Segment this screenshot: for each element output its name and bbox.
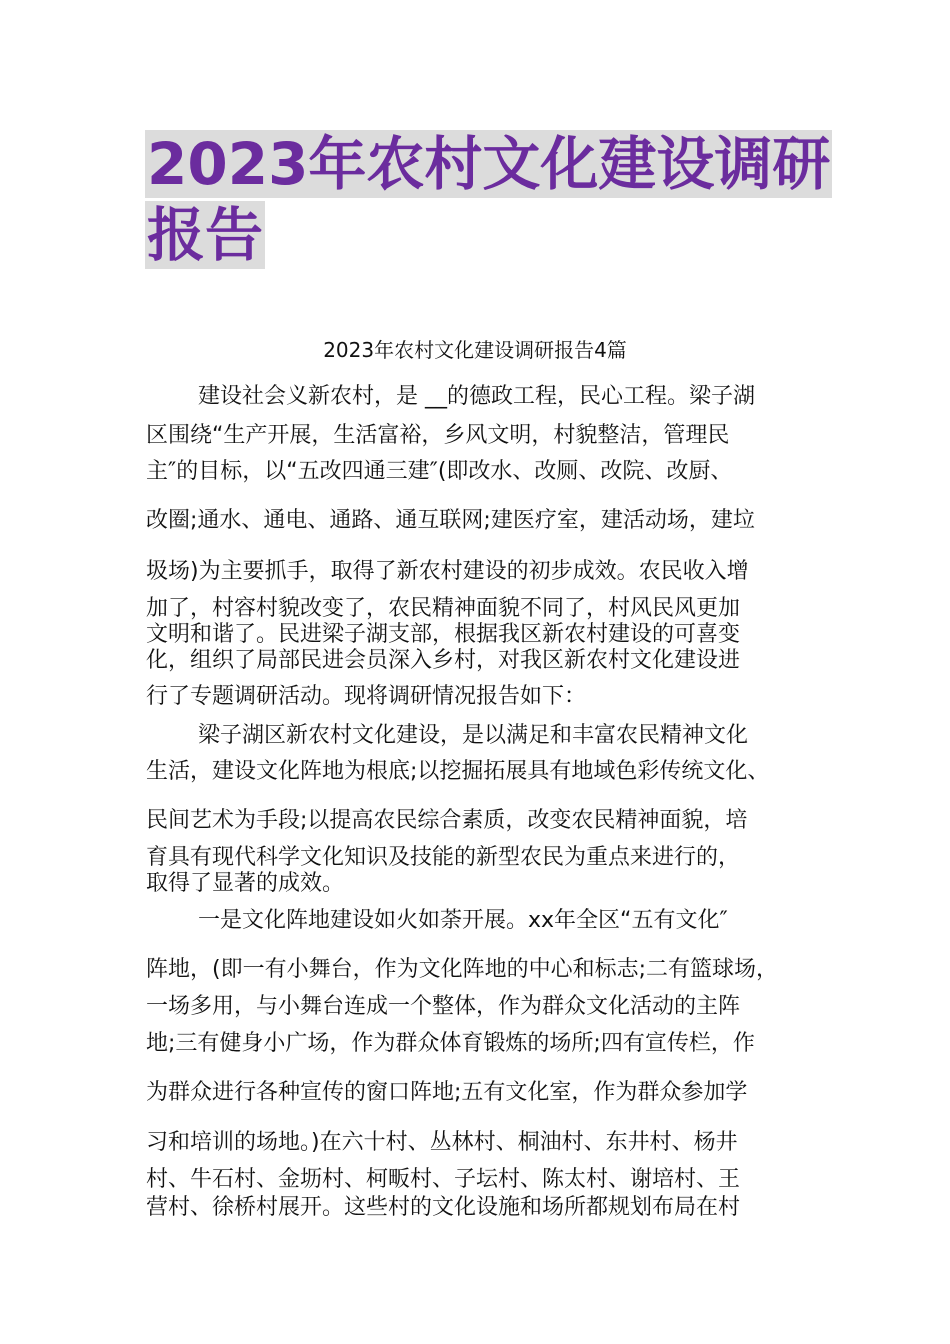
text-line: 育具有现代科学文化知识及技能的新型农民为重点来进行的， xyxy=(146,845,741,870)
text-line: 圾场)为主要抓手，取得了新农村建设的初步成效。农民收入增 xyxy=(146,559,749,584)
title-line-2: 报告 xyxy=(147,201,264,269)
text-line: 一是文化阵地建设如火如荼开展。xx年全区“五有文化″ xyxy=(198,908,728,933)
text-line: 化，组织了局部民进会员深入乡村，对我区新农村文化建设进 xyxy=(146,648,741,673)
text-line: 主″的目标，以“五改四通三建″(即改水、改厕、改院、改厨、 xyxy=(146,459,733,484)
text-line: 民间艺术为手段;以提高农民综合素质，改变农民精神面貌，培 xyxy=(146,808,748,833)
text-line: 区围绕“生产开展，生活富裕，乡风文明，村貌整洁，管理民 xyxy=(146,423,730,448)
title-line-1: 2023年农村文化建设调研 xyxy=(147,130,831,198)
text-line: 建设社会义新农村，是 __的德政工程，民心工程。梁子湖 xyxy=(198,384,755,409)
text-line: 地;三有健身小广场，作为群众体育锻炼的场所;四有宣传栏，作 xyxy=(146,1031,755,1056)
text-line: 为群众进行各种宣传的窗口阵地;五有文化室，作为群众参加学 xyxy=(146,1080,748,1105)
text-line: 改圈;通水、通电、通路、通互联网;建医疗室，建活动场，建垃 xyxy=(146,508,755,533)
document-subtitle: 2023年农村文化建设调研报告4篇 xyxy=(323,338,627,362)
text-line: 生活，建设文化阵地为根底;以挖掘拓展具有地域色彩传统文化、 xyxy=(146,759,770,784)
text-line: 文明和谐了。民进梁子湖支部，根据我区新农村建设的可喜变 xyxy=(146,622,741,647)
text-line: 取得了显著的成效。 xyxy=(146,871,345,896)
text-line: 行了专题调研活动。现将调研情况报告如下： xyxy=(146,684,587,709)
text-line: 加了，村容村貌改变了，农民精神面貌不同了，村风民风更加 xyxy=(146,596,741,621)
text-line: 习和培训的场地。)在六十村、丛林村、桐油村、东井村、杨井 xyxy=(146,1130,738,1155)
text-line: 一场多用，与小舞台连成一个整体，作为群众文化活动的主阵 xyxy=(146,994,741,1019)
text-line: 阵地，(即一有小舞台，作为文化阵地的中心和标志;二有篮球场， xyxy=(146,957,778,982)
text-line: 村、牛石村、金坜村、柯畈村、子坛村、陈太村、谢培村、王 xyxy=(146,1167,741,1192)
text-line: 梁子湖区新农村文化建设，是以满足和丰富农民精神文化 xyxy=(198,723,749,748)
text-line: 营村、徐桥村展开。这些村的文化设施和场所都规划布局在村 xyxy=(146,1195,741,1220)
